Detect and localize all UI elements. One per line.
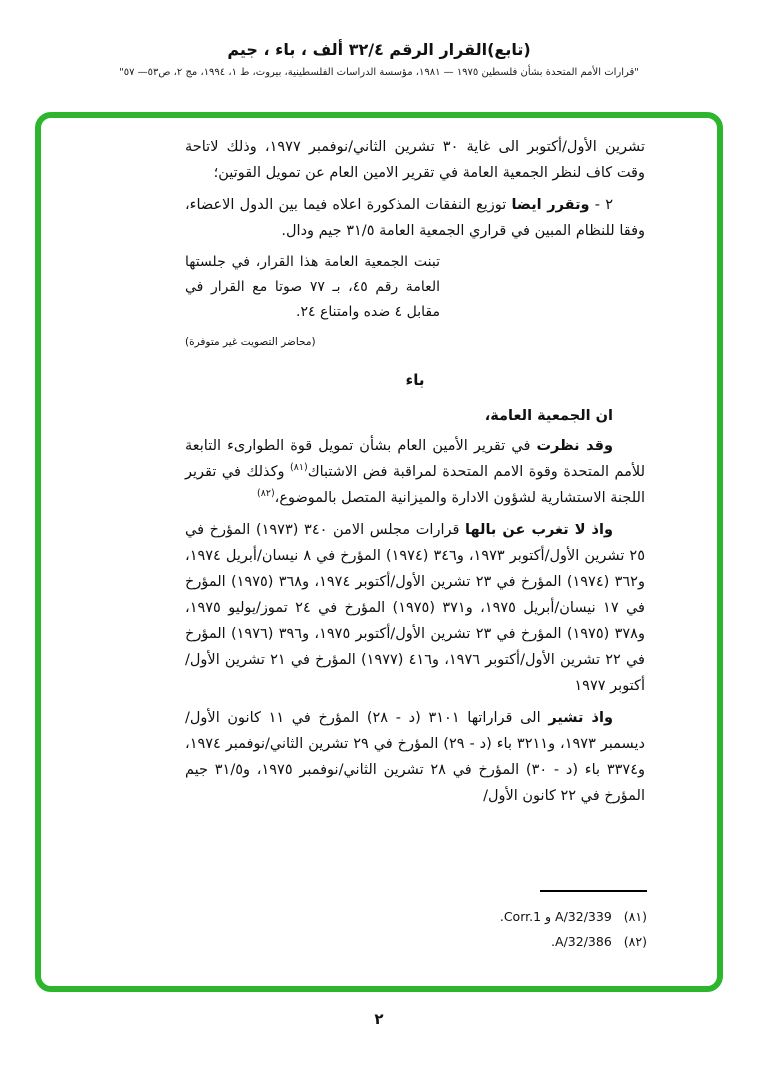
vote-result: تبنت الجمعية العامة هذا القرار، في جلستها العامة رقم ٤٥، بـ ٧٧ صوتا مع القرار في مقابل ٤ ضده وامتناع ٢٤. [185,254,440,320]
operative-lead: وتقرر ايضا [511,197,590,213]
preamble-opening: ان الجمعية العامة، [484,408,613,424]
preamble-lead: وقد نظرت [536,438,614,454]
footnote-separator [540,890,647,892]
paragraph-operative-2 [185,192,645,244]
source-citation: "قرارات الأمم المتحدة بشأن فلسطين ١٩٧٥ — ١٩٨١، مؤسسة الدراسات الفلسطينية، بيروت، ط ١، ١٩٩٤، مج ٢، ص٥٣— ٥٧" [119,67,639,78]
preamble-lead: واذ تشير [548,710,613,726]
preamble-text: وكذلك في تقرير اللجنة الاستشارية لشؤون الادارة والميزانية المتصل بالموضوع، [185,464,645,506]
preamble-text: في تقرير الأمين العام بشأن تمويل قوة الطوارىء التابعة للأمم المتحدة وقوة الامم المتحدة لمراقبة فض الاشتباك [185,438,645,480]
paragraph-bearing-in-mind [185,517,645,699]
document-body [185,134,645,815]
paragraph-having-considered [185,433,645,511]
preamble-lead: واذ لا تغرب عن بالها [465,522,613,538]
footnote-ref-81: (٨١) [290,462,308,474]
footnotes-section [267,890,647,954]
document-title: (تابع)القرار الرقم ٣٢/٤ ألف ، باء ، جيم [227,40,531,59]
paragraph-continuation: تشرين الأول/أكتوبر الى غاية ٣٠ تشرين الثاني/نوفمبر ١٩٧٧، وذلك لاتاحة وقت كاف لنظر الجمعية العامة في تقرير الامين العام عن تمويل القوتين؛ [185,139,645,181]
footnote-82 [267,929,647,954]
section-heading-ba: باء [405,371,425,389]
vote-note-block [185,250,440,355]
footnote-text: A/32/339 و Corr.1. [499,909,612,924]
list-number: ٢ - [589,197,613,213]
footnote-ref-82: (٨٢) [257,488,275,500]
paragraph-recalling [185,705,645,809]
footnote-text: A/32/386. [551,934,612,949]
document-header [0,40,758,78]
preamble-text: قرارات مجلس الامن ٣٤٠ (١٩٧٣) المؤرخ في ٢٥ تشرين الأول/أكتوبر ١٩٧٣، و٣٤٦ (١٩٧٤) المؤرخ في ٨ نيسان/أبريل ١٩٧٤، و٣٦٢ (١٩٧٤) المؤرخ في ٢٣ تشرين الأول/أكتوبر ١٩٧٤، و٣٦٨ (١٩٧٥) المؤرخ في ١٧ نيسان/أبريل ١٩٧٥، و٣٧١ (١٩٧٥) المؤرخ في ٢٤ تموز/يوليو ١٩٧٥، و٣٧٨ (١٩٧٥) المؤرخ في ٢٣ تشرين الأول/أكتوبر ١٩٧٥، و٣٩٦ (١٩٧٦) المؤرخ في ٢٢ تشرين الأول/أكتوبر ١٩٧٦، و٤١٦ (١٩٧٧) المؤرخ في ٢١ تشرين الأول/أكتوبر ١٩٧٧ [185,522,645,694]
footnote-number: (٨٢) [623,934,647,949]
footnote-81 [267,904,647,929]
page-number: ٢ [374,1010,384,1028]
operative-rest: توزيع النفقات المذكورة اعلاه فيما بين الدول الاعضاء، وفقا للنظام المبين في قراري الجمعية العامة ٣١/٥ جيم ودال. [185,197,645,239]
footnote-number: (٨١) [623,909,647,924]
preamble-text: الى قراراتها ٣١٠١ (د - ٢٨) المؤرخ في ١١ كانون الأول/ديسمبر ١٩٧٣، و٣٢١١ باء (د - ٢٩) المؤرخ في ٢٩ تشرين الثاني/نوفمبر ١٩٧٤، و٣٣٧٤ باء (د - ٣٠) المؤرخ في ٢٨ تشرين الثاني/نوفمبر ١٩٧٥، و٣١/٥ جيم المؤرخ في ٢٢ كانون الأول/ [185,710,645,804]
vote-records-note: (محاضر التصويت غير متوفرة) [185,336,316,348]
